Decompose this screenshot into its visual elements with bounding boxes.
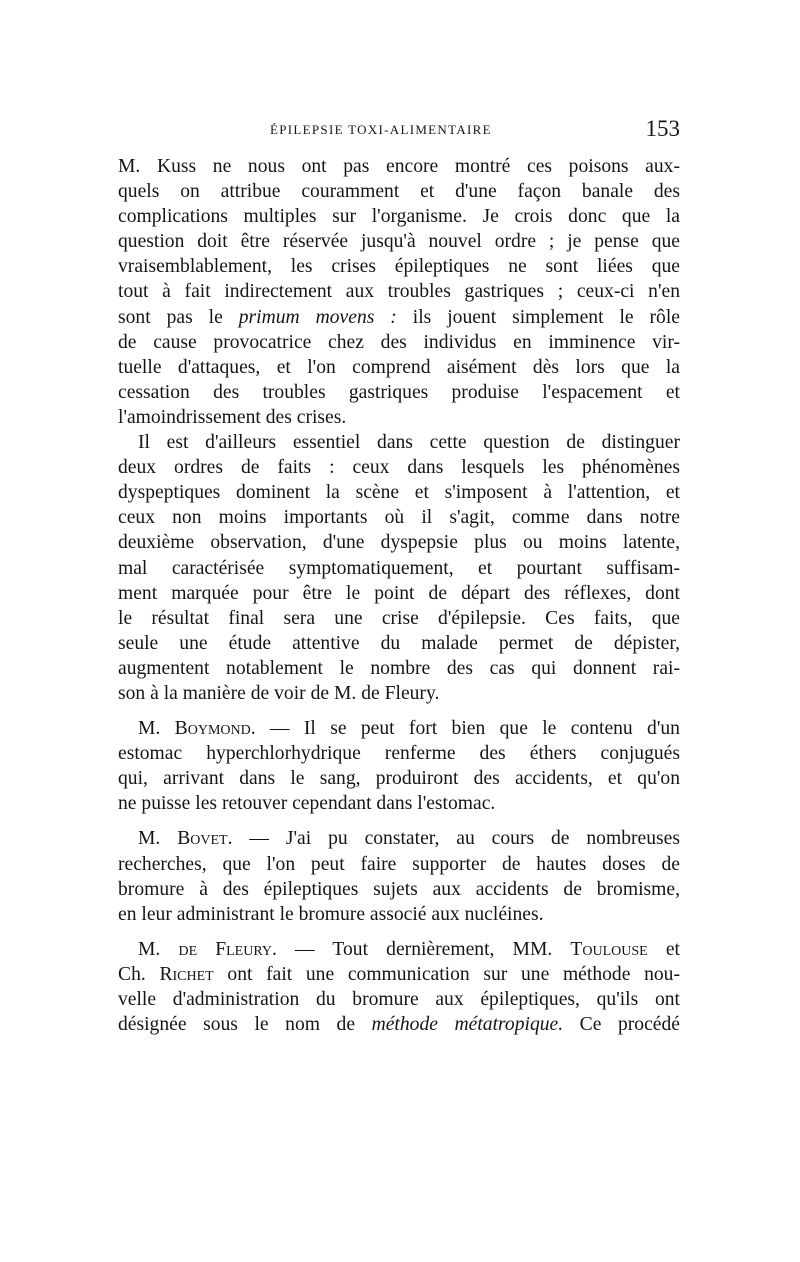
text-line: ment marquée pour être le point de départ des réflexes, dont	[118, 582, 680, 604]
text-line: deuxième observation, d'une dyspepsie plus ou moins latente,	[118, 532, 680, 554]
body-text	[118, 154, 680, 1037]
text-line	[118, 305, 680, 330]
text-line: qui, arrivant dans le sang, produiront des accidents, et qu'on	[118, 768, 680, 790]
text-line: le résultat final sera une crise d'épilepsie. Ces faits, que	[118, 607, 680, 629]
speaker-name: Boymond	[174, 718, 251, 740]
text-line: en leur administrant le bromure associé aux nucléines.	[118, 903, 544, 925]
page-number: 153	[645, 116, 680, 141]
text-line: cessation des troubles gastriques produise l'espacement et	[118, 381, 680, 403]
text-run: et	[647, 938, 680, 960]
text-line: vraisemblablement, les crises épileptiques ne sont liées que	[118, 256, 680, 278]
text-line: seule une étude attentive du malade permet de dépister,	[118, 632, 680, 654]
text-line: tuelle d'attaques, et l'on comprend aisément dès lors que la	[118, 356, 680, 378]
paragraph-1	[118, 154, 680, 430]
page-header	[118, 116, 680, 146]
text-line	[118, 962, 680, 987]
text-line: estomac hyperchlorhydrique renferme des éthers conjugués	[118, 743, 680, 765]
text-line: complications multiples sur l'organisme. Je crois donc que la	[118, 206, 680, 228]
text-line: ceux non moins importants où il s'agit, comme dans notre	[118, 507, 680, 529]
text-line: l'amoindrissement des crises.	[118, 406, 347, 428]
paragraph-gap	[118, 927, 680, 937]
running-title: ÉPILEPSIE TOXI-ALIMENTAIRE	[270, 122, 492, 137]
text-line: recherches, que l'on peut faire supporter de hautes doses de	[118, 853, 680, 875]
paragraph-2	[118, 430, 680, 706]
text-run: Ch.	[118, 963, 160, 985]
text-line: M. Kuss ne nous ont pas encore montré ces poisons aux-	[118, 156, 680, 177]
text-run: ont fait une communication sur une méthode nou-	[213, 963, 680, 985]
text-line: son à la manière de voir de M. de Fleury.	[118, 682, 440, 704]
text-line	[118, 937, 680, 962]
text-line	[118, 826, 680, 851]
paragraph-3	[118, 716, 680, 816]
text-line: de cause provocatrice chez des individus en imminence vir-	[118, 331, 680, 353]
person-name: Richet	[159, 963, 214, 985]
text-run: Ce procédé	[563, 1014, 680, 1036]
person-name: Toulouse	[570, 938, 648, 960]
text-line: augmentent notablement le nombre des cas qui donnent rai-	[118, 657, 680, 679]
text-line	[118, 1012, 680, 1037]
text-run: sont pas le	[118, 306, 239, 328]
speaker-name: Bovet	[177, 828, 228, 850]
italic-phrase: méthode métatropique.	[371, 1014, 564, 1036]
speaker-name: de Fleury	[178, 938, 273, 960]
text-line: deux ordres de faits : ceux dans lesquels les phénomènes	[118, 457, 680, 479]
text-line: question doit être réservée jusqu'à nouvel ordre ; je pense que	[118, 231, 680, 253]
text-line	[118, 716, 680, 741]
text-run: ils jouent simplement le rôle	[396, 306, 680, 328]
text-line: Il est d'ailleurs essentiel dans cette question de distinguer	[138, 432, 680, 454]
text-run: . — J'ai pu constater, au cours de nombreuses	[227, 828, 680, 850]
text-line: dyspeptiques dominent la scène et s'imposent à l'attention, et	[118, 482, 680, 504]
paragraph-5	[118, 937, 680, 1037]
text-run: . — Tout dernièrement, MM.	[272, 938, 571, 960]
speaker-prefix: M.	[138, 718, 175, 740]
text-line: quels on attribue couramment et d'une façon banale des	[118, 181, 680, 203]
text-run: . — Il se peut fort bien que le contenu d'un	[250, 718, 680, 740]
text-line: mal caractérisée symptomatiquement, et pourtant suffisam-	[118, 557, 680, 579]
text-run: désignée sous le nom de	[118, 1014, 372, 1036]
paragraph-gap	[118, 706, 680, 716]
text-line: ne puisse les retouver cependant dans l'estomac.	[118, 793, 496, 815]
text-line: bromure à des épileptiques sujets aux accidents de bromisme,	[118, 878, 680, 900]
paragraph-4	[118, 826, 680, 926]
italic-phrase: primum movens :	[238, 306, 397, 328]
speaker-prefix: M.	[138, 828, 178, 850]
text-line: velle d'administration du bromure aux épileptiques, qu'ils ont	[118, 989, 680, 1010]
paragraph-gap	[118, 816, 680, 826]
speaker-prefix: M.	[138, 938, 179, 960]
text-line: tout à fait indirectement aux troubles gastriques ; ceux-ci n'en	[118, 281, 680, 303]
